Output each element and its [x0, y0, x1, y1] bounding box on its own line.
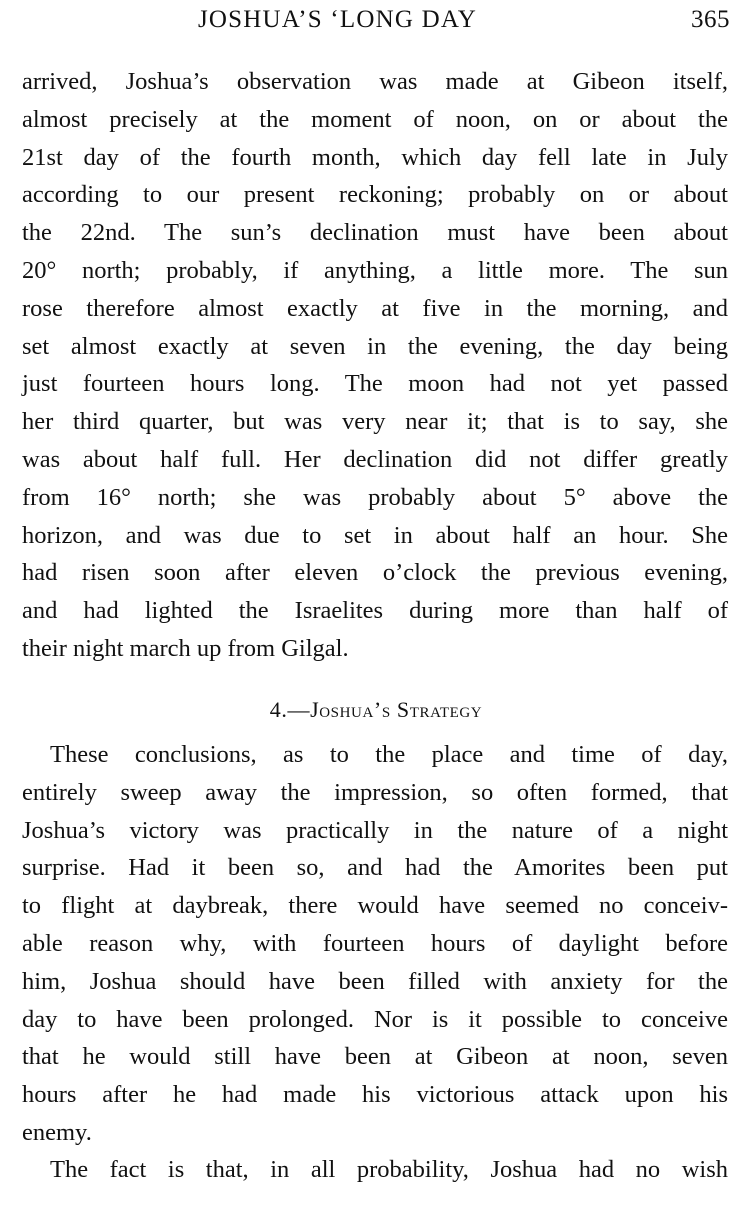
running-title: JOSHUA’S ‘LONG DAY	[198, 6, 478, 33]
text-line: had risen soon after eleven o’clock the previous evening,	[22, 559, 728, 587]
text-line: just fourteen hours long. The moon had not yet passed	[22, 370, 728, 398]
text-line: The fact is that, in all probability, Joshua had no wish	[50, 1156, 728, 1183]
text-line: 21st day of the fourth month, which day fell late in July	[22, 143, 728, 171]
text-line: horizon, and was due to set in about half an hour. She	[22, 521, 728, 549]
text-line: her third quarter, but was very near it; that is to say, she	[22, 408, 728, 436]
text-line: surprise. Had it been so, and had the Amorites been put	[22, 854, 728, 882]
text-line: arrived, Joshua’s observation was made at Gibeon itself,	[22, 68, 728, 95]
text-line: entirely sweep away the impression, so often formed, that	[22, 778, 728, 806]
text-line: almost precisely at the moment of noon, on or about the	[22, 105, 728, 133]
text-line: their night march up from Gilgal.	[22, 634, 349, 662]
text-line: 20° north; probably, if anything, a little more. The sun	[22, 256, 728, 284]
text-line: enemy.	[22, 1118, 92, 1146]
text-line: according to our present reckoning; probably on or about	[22, 181, 728, 209]
text-line: set almost exactly at seven in the evening, the day being	[22, 332, 728, 360]
page-number: 365	[691, 6, 730, 33]
paragraph-2	[22, 736, 728, 1152]
running-head	[22, 6, 730, 40]
text-line: him, Joshua should have been filled with anxiety for the	[22, 967, 728, 995]
text-line: that he would still have been at Gibeon at noon, seven	[22, 1043, 728, 1071]
text-line: These conclusions, as to the place and time of day,	[50, 741, 728, 768]
text-line: the 22nd. The sun’s declination must have been about	[22, 219, 728, 247]
text-line: and had lighted the Israelites during more than half of	[22, 597, 728, 625]
text-line: to flight at daybreak, there would have seemed no conceiv-	[22, 892, 728, 920]
paragraph-3	[22, 1151, 728, 1189]
text-line: Joshua’s victory was practically in the nature of a night	[22, 816, 728, 844]
text-line: was about half full. Her declination did not differ greatly	[22, 445, 728, 473]
text-line: hours after he had made his victorious attack upon his	[22, 1081, 728, 1109]
text-line: day to have been prolonged. Nor is it possible to conceive	[22, 1005, 728, 1033]
section-heading: 4.—Joshua’s Strategy	[269, 697, 483, 722]
text-line: able reason why, with fourteen hours of daylight before	[22, 929, 728, 957]
text-line: from 16° north; she was probably about 5° above the	[22, 483, 728, 511]
paragraph-1	[22, 63, 728, 668]
text-line: rose therefore almost exactly at five in the morning, and	[22, 294, 728, 322]
